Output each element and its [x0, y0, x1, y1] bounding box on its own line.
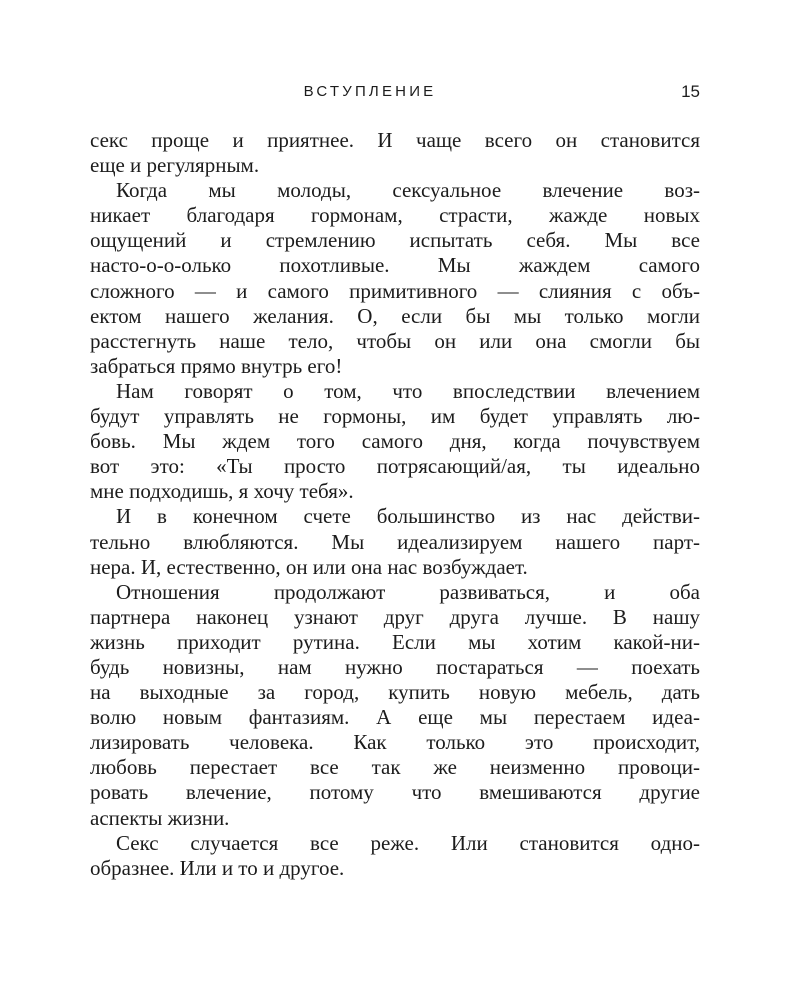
text-line: еще и регулярным.: [90, 153, 260, 178]
text-line: забраться прямо внутрь его!: [90, 353, 343, 378]
text-line: мне подходишь, я хочу тебя».: [90, 479, 354, 504]
chapter-title: ВСТУПЛЕНИЕ: [303, 83, 437, 100]
text-line: волю новым фантазиям. А еще мы перестаем идеа-: [90, 705, 700, 730]
text-line: партнера наконец узнают друг друга лучше. В нашу: [90, 604, 700, 629]
text-line: на выходные за город, купить новую мебель, дать: [90, 680, 700, 705]
text-line: любовь перестает все так же неизменно провоци-: [90, 755, 700, 780]
text-line: Нам говорят о том, что впоследствии влечением: [116, 378, 700, 403]
running-head: [90, 80, 700, 104]
text-line: расстегнуть наше тело, чтобы он или она смогли бы: [90, 328, 700, 353]
body-text: [90, 128, 700, 881]
text-line: нера. И, естественно, он или она нас возбуждает.: [90, 554, 528, 579]
text-line: жизнь приходит рутина. Если мы хотим какой-ни-: [90, 629, 700, 654]
text-line: секс проще и приятнее. И чаще всего он становится: [90, 128, 700, 152]
text-line: никает благодаря гормонам, страсти, жажде новых: [90, 203, 700, 228]
text-line: аспекты жизни.: [90, 805, 230, 830]
text-line: сложного — и самого примитивного — слияния с объ-: [90, 278, 700, 303]
text-line: ощущений и стремлению испытать себя. Мы все: [90, 228, 700, 253]
text-line: насто-о-о-олько похотливые. Мы жаждем самого: [90, 253, 700, 278]
text-line: будь новизны, нам нужно постараться — поехать: [90, 654, 700, 679]
text-line: тельно влюбляются. Мы идеализируем нашего парт-: [90, 529, 700, 554]
text-line: лизировать человека. Как только это происходит,: [90, 730, 700, 755]
text-line: будут управлять не гормоны, им будет управлять лю-: [90, 404, 700, 429]
text-line: Секс случается все реже. Или становится одно-: [116, 830, 700, 855]
text-line: бовь. Мы ждем того самого дня, когда почувствуем: [90, 429, 700, 454]
text-line: ектом нашего желания. О, если бы мы только могли: [90, 303, 700, 328]
text-line: Когда мы молоды, сексуальное влечение воз-: [116, 178, 700, 203]
text-line: вот это: «Ты просто потрясающий/ая, ты идеально: [90, 454, 700, 479]
text-line: Отношения продолжают развиваться, и оба: [116, 579, 700, 604]
text-line: ровать влечение, потому что вмешиваются другие: [90, 780, 700, 805]
page-number: 15: [681, 82, 700, 101]
text-line: образнее. Или и то и другое.: [90, 855, 345, 880]
text-line: И в конечном счете большинство из нас действи-: [116, 504, 700, 529]
